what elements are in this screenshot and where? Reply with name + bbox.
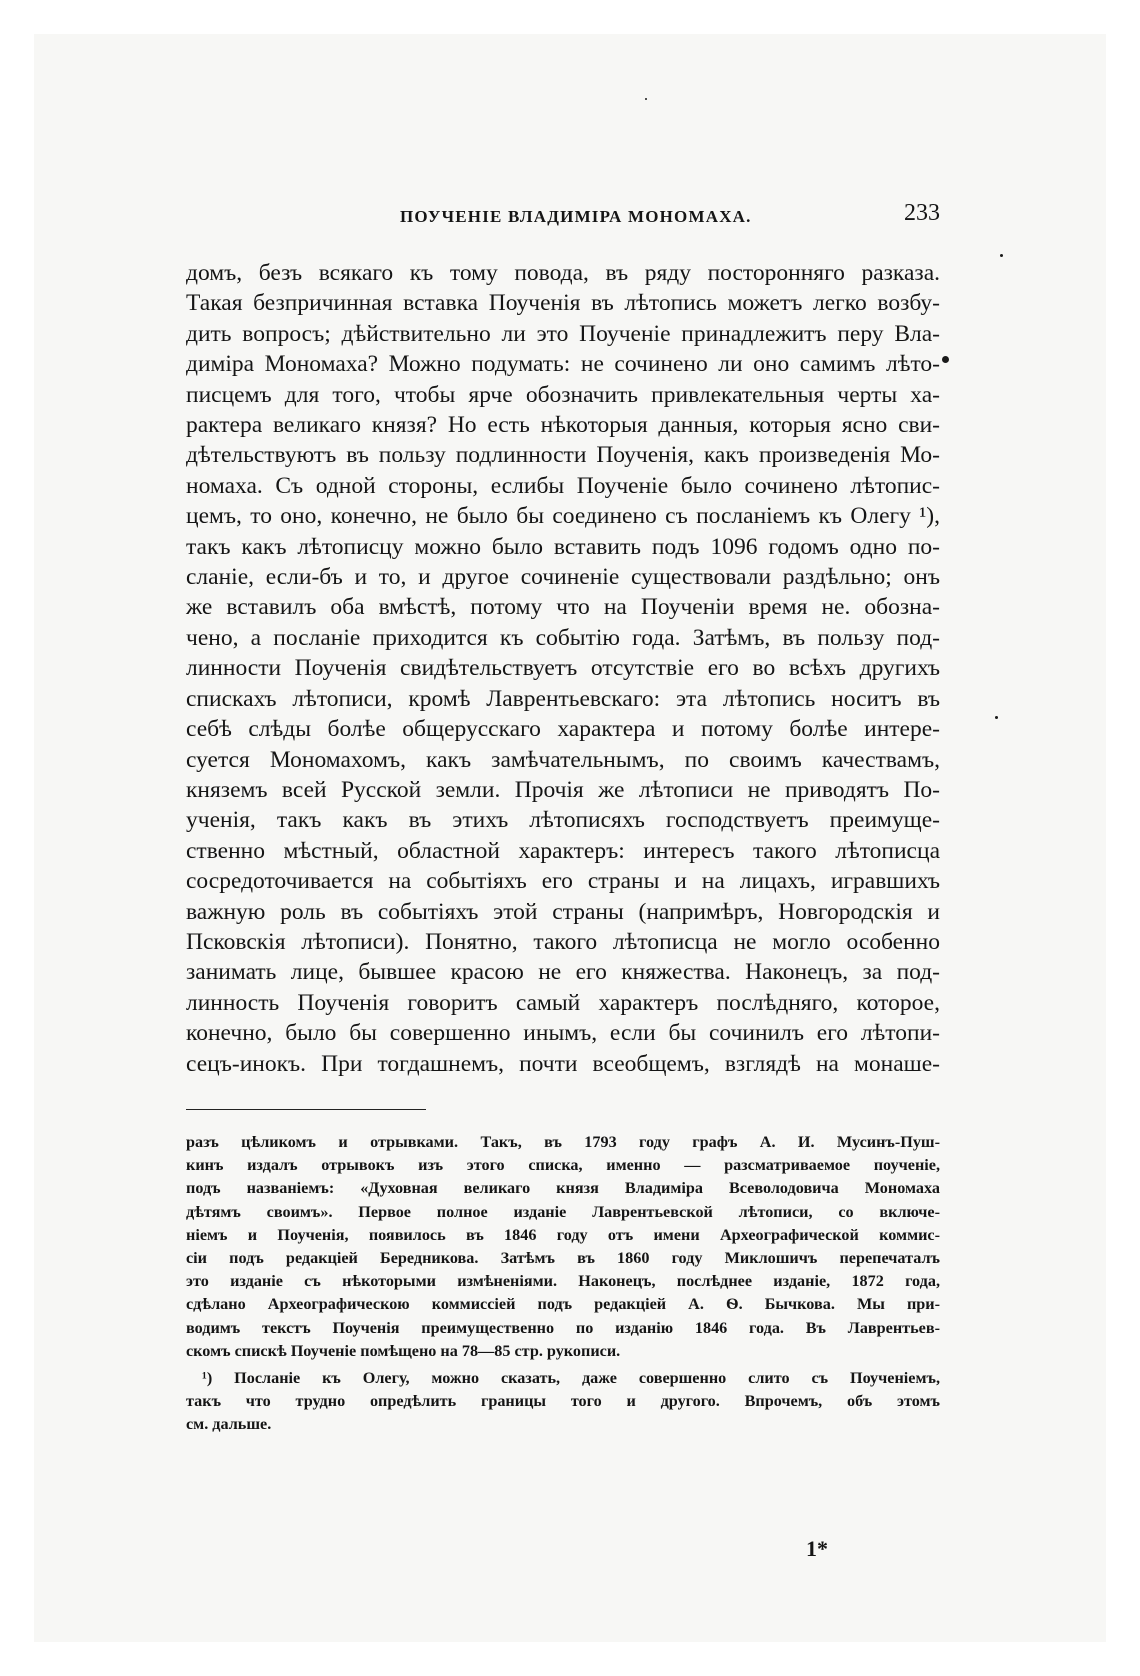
text-line: конечно, было бы совершенно инымъ, если бы сочинилъ его лѣтопи- <box>186 1020 940 1047</box>
text-line: Такая безпричинная вставка Поученія въ лѣтопись можетъ легко возбу- <box>186 290 940 317</box>
book-page <box>186 200 940 1561</box>
text-line: спискахъ лѣтописи, кромѣ Лаврентьевскаго: эта лѣтопись носитъ въ <box>186 685 940 712</box>
text-line: дѣтельствуютъ въ пользу подлинности Поученія, какъ произведенія Мо- <box>186 442 940 469</box>
footnotes <box>186 1131 940 1437</box>
text-line: ученія, такъ какъ въ этихъ лѣтописяхъ господствуетъ преимуще- <box>186 807 940 834</box>
footnote-line: см. дальше. <box>186 1415 272 1434</box>
text-line: номаха. Съ одной стороны, еслибы Поученіе было сочинено лѣтопис- <box>186 472 940 499</box>
running-title: ПОУЧЕНІЕ ВЛАДИМІРА МОНОМАХА. <box>400 207 752 226</box>
footnote-line: это изданіе съ нѣкоторыми измѣненіями. Наконецъ, послѣднее изданіе, 1872 года, <box>186 1272 940 1291</box>
footnote-line: ¹) Посланіе къ Олегу, можно сказать, даже совершенно слито съ Поученіемъ, <box>202 1369 940 1387</box>
footnote-line: сдѣлано Археографическою коммиссіей подъ редакціей А. Ѳ. Бычкова. Мы при- <box>186 1295 940 1314</box>
text-line: чено, а посланіе приходится къ событію года. Затѣмъ, въ пользу под- <box>186 624 940 651</box>
signature-mark: 1* <box>806 1536 828 1561</box>
text-line: такъ какъ лѣтописцу можно было вставить подъ 1096 годомъ одно по- <box>186 533 940 560</box>
text-line: себѣ слѣды болѣе общерусскаго характера и потому болѣе интере- <box>186 716 940 743</box>
text-line: цемъ, то оно, конечно, не было бы соединено съ посланіемъ къ Олегу ¹), <box>186 503 940 530</box>
footnote-divider <box>186 1109 426 1110</box>
text-line: сланіе, если-бъ и то, и другое сочиненіе существовали раздѣльно; онъ <box>186 564 940 591</box>
text-line: дить вопросъ; дѣйствительно ли это Поученіе принадлежитъ перу Вла- <box>186 320 940 347</box>
text-line: Псковскія лѣтописи). Понятно, такого лѣтописца не могло особенно <box>186 928 940 955</box>
footnote-line: подъ названіемъ: «Духовная великаго князя Владиміра Всеволодовича Мономаха <box>186 1179 940 1198</box>
text-line: суется Мономахомъ, какъ замѣчательнымъ, по своимъ качествамъ, <box>186 746 940 773</box>
footnote-line: такъ что трудно опредѣлить границы того и другого. Впрочемъ, объ этомъ <box>186 1392 940 1411</box>
text-line: занимать лице, бывшее красою не его княжества. Наконецъ, за под- <box>186 959 940 986</box>
text-line: рактера великаго князя? Но есть нѣкоторыя данныя, которыя ясно сви- <box>186 412 940 439</box>
footnote-line: ніемъ и Поученія, появилось въ 1846 году отъ имени Археографической коммис- <box>186 1225 940 1244</box>
scan-speck <box>645 98 647 100</box>
main-text <box>186 258 940 1079</box>
footnote-line: разъ цѣликомъ и отрывками. Такъ, въ 1793 году графъ А. И. Мусинъ-Пуш- <box>186 1132 940 1151</box>
text-line: же вставилъ оба вмѣстѣ, потому что на Поученіи время не. обозна- <box>186 594 940 621</box>
running-head <box>186 200 940 240</box>
text-line: линности Поученія свидѣтельствуетъ отсутствіе его во всѣхъ другихъ <box>186 655 940 682</box>
page-number: 233 <box>904 200 940 226</box>
footnote-line: скомъ спискѣ Поученіе помѣщено на 78—85 стр. рукописи. <box>186 1341 621 1360</box>
footnote-line: кинъ издалъ отрывокъ изъ этого списка, именно — разсматриваемое поученіе, <box>186 1156 940 1175</box>
text-line: ственно мѣстный, областной характеръ: интересъ такого лѣтописца <box>186 837 940 864</box>
footnote-line: сіи подъ редакціей Бередникова. Затѣмъ въ 1860 году Миклошичъ перепечаталъ <box>186 1248 940 1267</box>
footnote-line: дѣтямъ своимъ». Первое полное изданіе Лаврентьевской лѣтописи, со включе- <box>186 1202 940 1221</box>
text-line: писцемъ для того, чтобы ярче обозначить привлекательныя черты ха- <box>186 381 940 408</box>
text-line: диміра Мономаха? Можно подумать: не сочинено ли оно самимъ лѣто- <box>186 351 940 378</box>
text-line: важную роль въ событіяхъ этой страны (напримѣръ, Новгородскія и <box>186 898 940 925</box>
scan-speck <box>995 716 998 719</box>
scan-speck <box>942 356 949 363</box>
text-line: домъ, безъ всякаго къ тому повода, въ ряду посторонняго разказа. <box>186 260 940 286</box>
footnote-line: водимъ текстъ Поученія преимущественно по изданію 1846 года. Въ Лаврентьев- <box>186 1318 940 1337</box>
text-line: сецъ-инокъ. При тогдашнемъ, почти всеобщемъ, взглядѣ на монаше- <box>186 1050 940 1077</box>
scan-speck <box>1000 254 1003 257</box>
text-line: княземъ всей Русской земли. Прочія же лѣтописи не приводятъ По- <box>186 776 940 803</box>
text-line: линность Поученія говоритъ самый характеръ послѣдняго, которое, <box>186 989 940 1016</box>
text-line: сосредоточивается на событіяхъ его страны и на лицахъ, игравшихъ <box>186 868 940 895</box>
